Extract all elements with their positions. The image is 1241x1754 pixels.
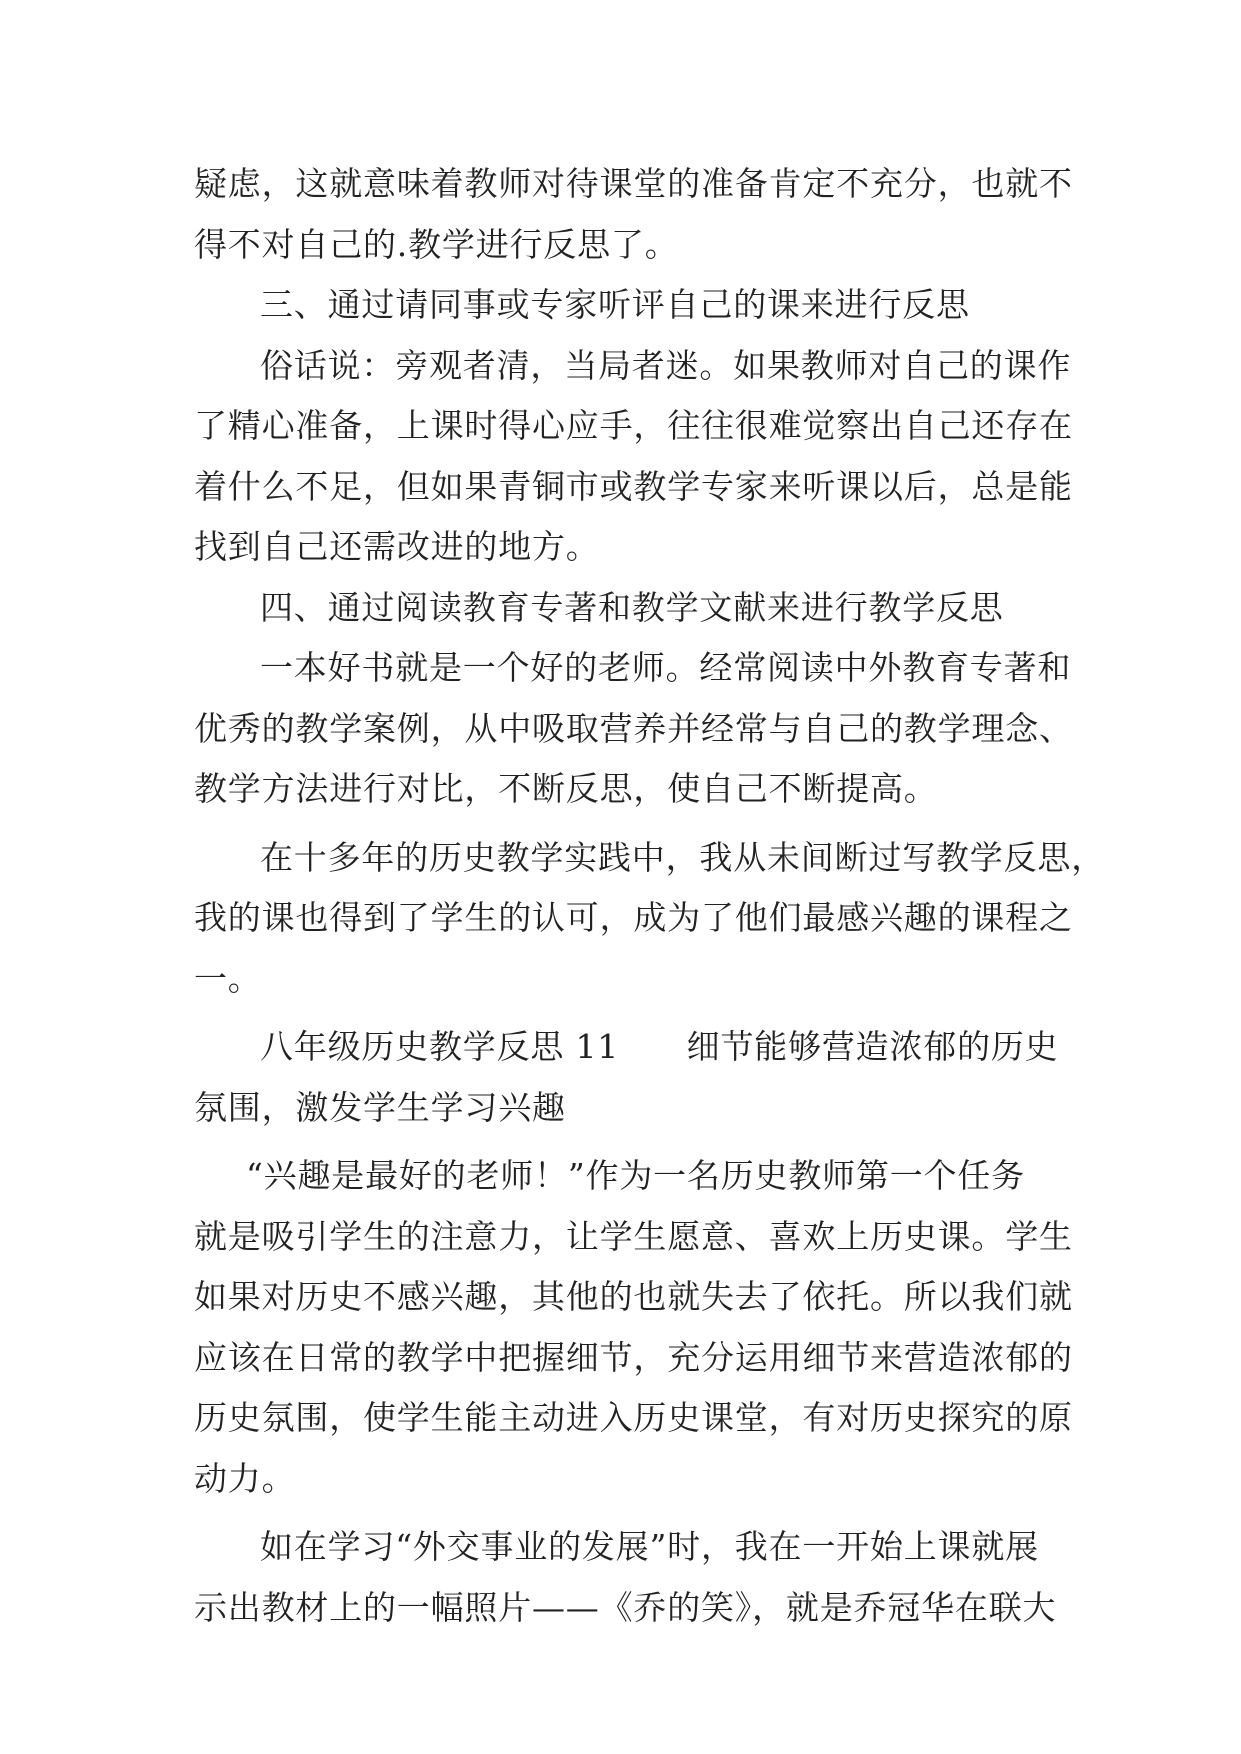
paragraph-line: 俗话说：旁观者清，当局者迷。如果教师对自己的课作 bbox=[260, 345, 1072, 385]
paragraph-line: “兴趣是最好的老师！”作为一名历史教师第一个任务 bbox=[246, 1156, 1025, 1195]
article-title: 氛围，激发学生学习兴趣 bbox=[194, 1087, 566, 1127]
paragraph-line: 历史氛围，使学生能主动进入历史课堂，有对历史探究的原 bbox=[194, 1398, 1073, 1437]
paragraph-line: 在十多年的历史教学实践中，我从未间断过写教学反思， bbox=[260, 837, 1105, 877]
document-body bbox=[194, 154, 1105, 1638]
article-title: 八年级历史教学反思 11 细节能够营造浓郁的历史 bbox=[260, 1027, 1059, 1066]
paragraph-line: 着什么不足，但如果青铜市或教学专家来听课以后，总是能 bbox=[194, 466, 1073, 506]
paragraph-line: 我的课也得到了学生的认可，成为了他们最感兴趣的课程之 bbox=[194, 898, 1073, 937]
paragraph-line: 优秀的教学案例，从中吸取营养并经常与自己的教学理念、 bbox=[194, 708, 1073, 748]
paragraph-line: 一本好书就是一个好的老师。经常阅读中外教育专著和 bbox=[260, 648, 1072, 687]
paragraph-line: 示出教材上的一幅照片——《乔的笑》，就是乔冠华在联大 bbox=[194, 1587, 1057, 1627]
paragraph-line: 如在学习“外交事业的发展”时，我在一开始上课就展 bbox=[260, 1527, 1039, 1566]
paragraph-line: 动力。 bbox=[194, 1458, 296, 1498]
section-heading: 三、通过请同事或专家听评自己的课来进行反思 bbox=[260, 285, 970, 324]
paragraph-line: 如果对历史不感兴趣，其他的也就失去了依托。所以我们就 bbox=[194, 1277, 1073, 1316]
paragraph-line: 找到自己还需改进的地方。 bbox=[194, 527, 600, 566]
paragraph-line: 得不对自己的.教学进行反思了。 bbox=[194, 224, 679, 264]
paragraph-line: 应该在日常的教学中把握细节，充分运用细节来营造浓郁的 bbox=[194, 1337, 1073, 1377]
paragraph-line: 了精心准备，上课时得心应手，往往很难觉察出自己还存在 bbox=[194, 406, 1073, 445]
paragraph-line: 教学方法进行对比，不断反思，使自己不断提高。 bbox=[194, 769, 938, 808]
paragraph-line: 就是吸引学生的注意力，让学生愿意、喜欢上历史课。学生 bbox=[194, 1216, 1073, 1256]
paragraph-line: 一。 bbox=[194, 958, 262, 998]
paragraph-line: 疑虑，这就意味着教师对待课堂的准备肯定不充分，也就不 bbox=[194, 164, 1073, 203]
section-heading: 四、通过阅读教育专著和教学文献来进行教学反思 bbox=[260, 587, 1004, 627]
